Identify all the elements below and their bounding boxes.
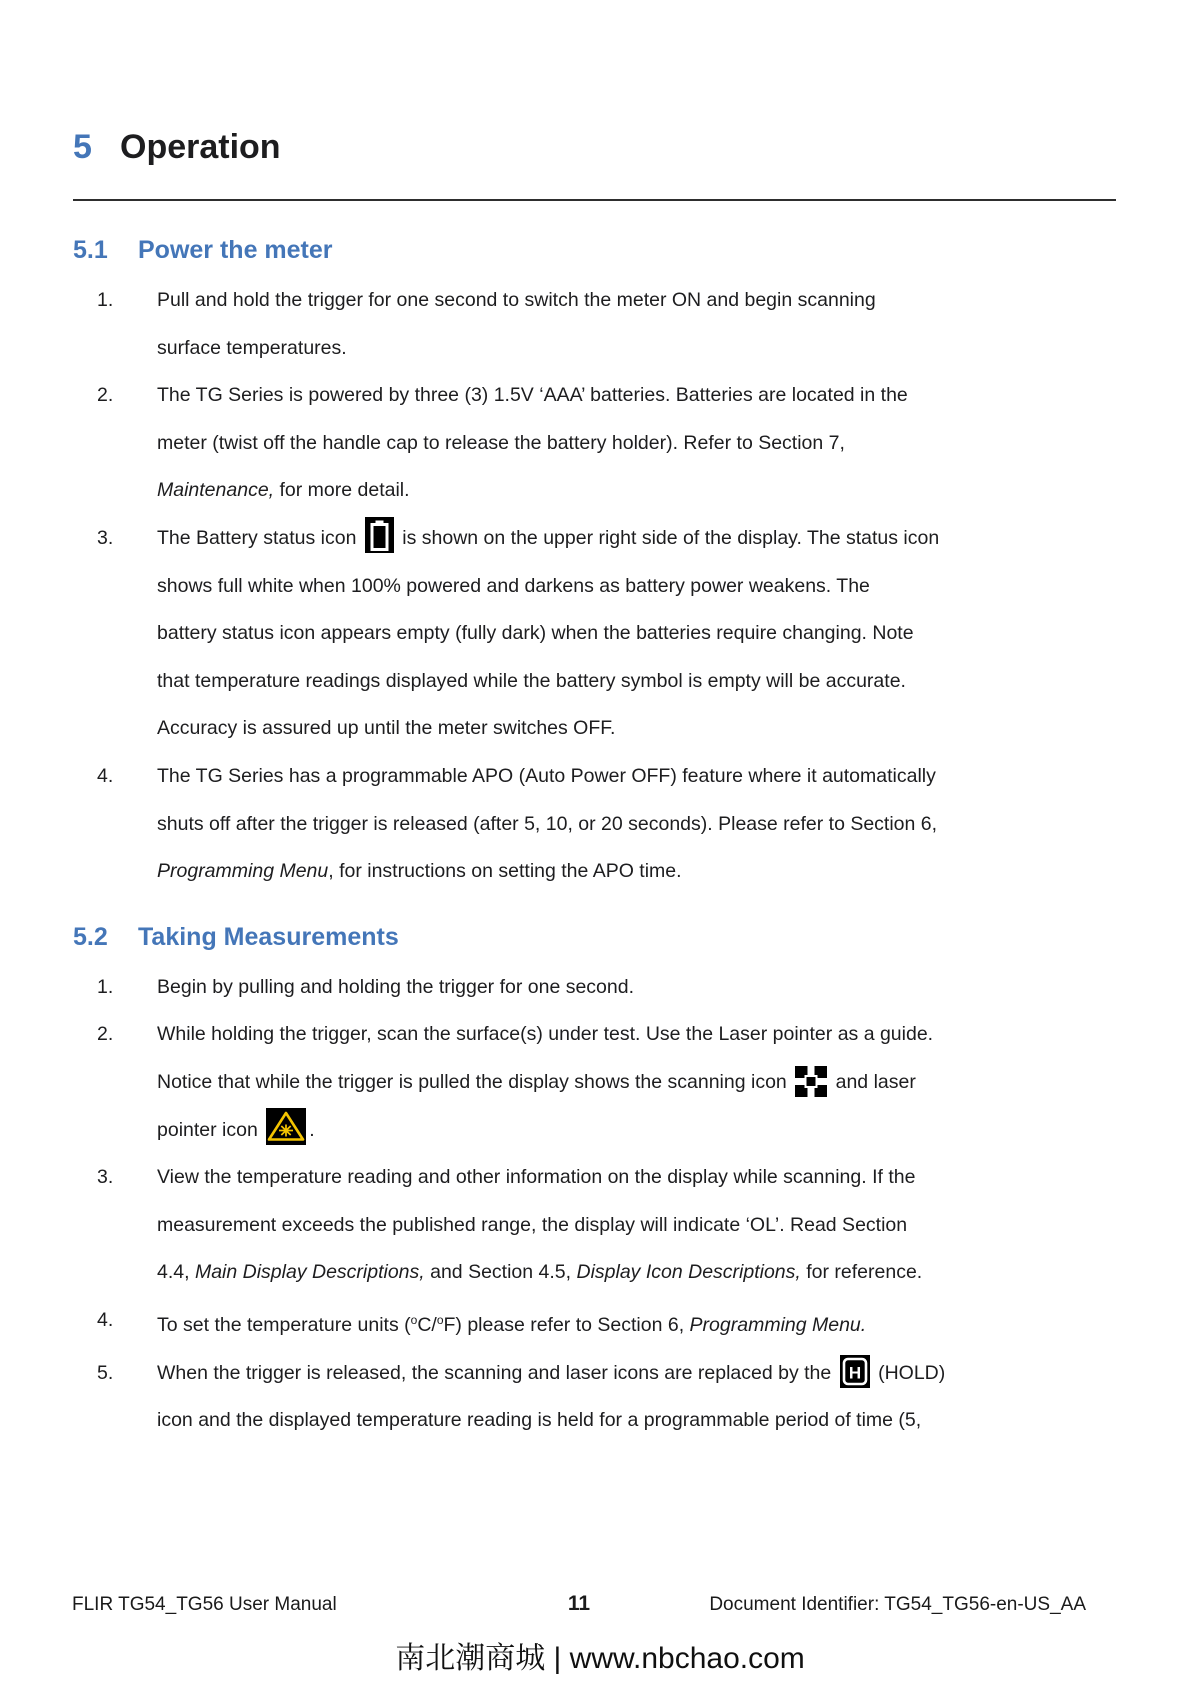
- body-line: [157, 563, 1133, 611]
- list-item-text: [157, 372, 1133, 515]
- text-run: View the temperature reading and other information on the display while scanning. If the: [157, 1166, 916, 1189]
- list-item-text: [157, 1011, 1133, 1154]
- text-run: While holding the trigger, scan the surface(s) under test. Use the Laser pointer as a guide.: [157, 1023, 934, 1046]
- list-marker: 5.: [97, 1361, 114, 1384]
- text-run: Display Icon Descriptions,: [576, 1261, 801, 1284]
- body-line: [157, 1350, 1133, 1398]
- text-run: measurement exceeds the published range, the display will indicate ‘OL’. Read Section: [157, 1213, 908, 1236]
- text-run: shows full white when 100% powered and darkens as battery power weakens. The: [157, 574, 870, 597]
- list-marker: 4.: [97, 1308, 114, 1331]
- list-item-text: [157, 1350, 1133, 1445]
- hold-icon: [840, 1355, 870, 1388]
- page-content: [73, 0, 1133, 1445]
- list-item-text: [157, 753, 1133, 896]
- body-line: [157, 964, 1133, 1012]
- body-line: [157, 277, 1133, 325]
- text-run: meter (twist off the handle cap to release the battery holder). Refer to Section 7,: [157, 431, 845, 454]
- list-item-text: [157, 964, 1133, 1012]
- body-line: [157, 467, 1133, 515]
- body-line: [157, 1297, 1133, 1350]
- list-item-text: [157, 1297, 1133, 1350]
- chapter-title: Operation: [120, 128, 281, 166]
- text-run: battery status icon appears empty (fully dark) when the batteries require changing. Note: [157, 622, 914, 645]
- body-line: [157, 1397, 1133, 1445]
- battery-icon: [365, 517, 394, 553]
- list-item: [73, 964, 1133, 1012]
- list-item: [73, 1011, 1133, 1154]
- text-run: .: [309, 1118, 315, 1141]
- text-run: is shown on the upper right side of the display. The status icon: [396, 527, 940, 550]
- text-run: Programming Menu.: [689, 1313, 867, 1336]
- body-line: [157, 1059, 1133, 1107]
- list-marker: 3.: [97, 527, 114, 550]
- scan-icon: [795, 1066, 827, 1097]
- text-run: The TG Series has a programmable APO (Auto Power OFF) feature where it automatically: [157, 765, 936, 788]
- footer-document-identifier: Document Identifier: TG54_TG56-en-US_AA: [709, 1594, 1086, 1615]
- list-marker: 1.: [97, 975, 114, 998]
- text-run: To set the temperature units (: [157, 1313, 411, 1336]
- text-run: and laser: [830, 1071, 916, 1093]
- text-run: for more detail.: [274, 479, 410, 502]
- list-item: [73, 1154, 1133, 1297]
- text-run: 4.4,: [157, 1261, 195, 1284]
- body-line: [157, 325, 1133, 373]
- text-run: Notice that while the trigger is pulled the display shows the scanning icon: [157, 1071, 793, 1093]
- list-marker: 2.: [97, 1023, 114, 1046]
- text-run: shuts off after the trigger is released (after 5, 10, or 20 seconds). Please refer to Section 6,: [157, 812, 938, 835]
- body-line: [157, 372, 1133, 420]
- page-footer: [72, 1594, 1086, 1624]
- list-item: [73, 753, 1133, 896]
- body-line: [157, 705, 1133, 753]
- body-line: [157, 420, 1133, 468]
- section-heading-taking-measurements: [73, 922, 1133, 952]
- text-run: Begin by pulling and holding the trigger for one second.: [157, 975, 634, 998]
- body-line: [157, 1107, 1133, 1155]
- laser-icon: [266, 1108, 306, 1145]
- section-number: 5.2: [73, 922, 108, 951]
- text-run: Pull and hold the trigger for one second to switch the meter ON and begin scanning: [157, 289, 876, 312]
- body-line: [157, 1154, 1133, 1202]
- body-line: [157, 515, 1133, 563]
- heading-divider: [73, 199, 1116, 201]
- text-run: pointer icon: [157, 1118, 264, 1141]
- list-item: [73, 515, 1133, 753]
- text-run: Main Display Descriptions,: [194, 1261, 425, 1284]
- text-run: (HOLD): [872, 1361, 946, 1384]
- numbered-list-power-the-meter: [73, 277, 1133, 896]
- text-run: surface temperatures.: [157, 336, 347, 359]
- section-title: Taking Measurements: [138, 922, 399, 951]
- list-item: [73, 1350, 1133, 1445]
- watermark-text: 南北潮商城 | www.nbchao.com: [395, 1642, 805, 1675]
- body-line: [157, 848, 1133, 896]
- body-line: [157, 658, 1133, 706]
- list-item: [73, 1297, 1133, 1350]
- text-run: F) please refer to Section 6,: [443, 1313, 690, 1336]
- text-run: o: [410, 1312, 418, 1327]
- body-line: [157, 1011, 1133, 1059]
- list-marker: 2.: [97, 384, 114, 407]
- list-marker: 1.: [97, 289, 114, 312]
- chapter-number: 5: [73, 128, 92, 166]
- list-item-text: [157, 1154, 1133, 1297]
- list-item-text: [157, 277, 1133, 372]
- body-line: [157, 610, 1133, 658]
- text-run: Programming Menu: [157, 860, 329, 883]
- list-marker: 4.: [97, 765, 114, 788]
- list-marker: 3.: [97, 1166, 114, 1189]
- list-item: [73, 372, 1133, 515]
- text-run: The Battery status icon: [157, 527, 362, 550]
- text-run: and Section 4.5,: [424, 1261, 577, 1284]
- footer-page-number: 11: [567, 1592, 591, 1615]
- text-run: icon and the displayed temperature reading is held for a programmable period of time (5,: [157, 1409, 922, 1432]
- list-item: [73, 277, 1133, 372]
- text-run: for reference.: [800, 1261, 923, 1284]
- list-item-text: [157, 515, 1133, 753]
- body-line: [157, 1249, 1133, 1297]
- text-run: C/: [417, 1313, 437, 1336]
- body-line: [157, 801, 1133, 849]
- text-run: The TG Series is powered by three (3) 1.5V ‘AAA’ batteries. Batteries are located in the: [157, 384, 908, 407]
- section-number: 5.1: [73, 236, 108, 265]
- body-line: [157, 753, 1133, 801]
- body-line: [157, 1202, 1133, 1250]
- chapter-heading: [73, 128, 1133, 167]
- text-run: Maintenance,: [157, 479, 275, 502]
- text-run: o: [436, 1312, 444, 1327]
- text-run: that temperature readings displayed while the battery symbol is empty will be accurate.: [157, 669, 906, 692]
- section-title: Power the meter: [138, 236, 333, 265]
- text-run: Accuracy is assured up until the meter switches OFF.: [157, 717, 616, 740]
- footer-document-name: FLIR TG54_TG56 User Manual: [72, 1594, 337, 1615]
- section-heading-power-the-meter: [73, 235, 1133, 265]
- numbered-list-taking-measurements: [73, 964, 1133, 1445]
- text-run: When the trigger is released, the scanning and laser icons are replaced by the: [157, 1361, 837, 1384]
- text-run: , for instructions on setting the APO time.: [328, 860, 682, 883]
- svg-text:H: H: [848, 1363, 861, 1383]
